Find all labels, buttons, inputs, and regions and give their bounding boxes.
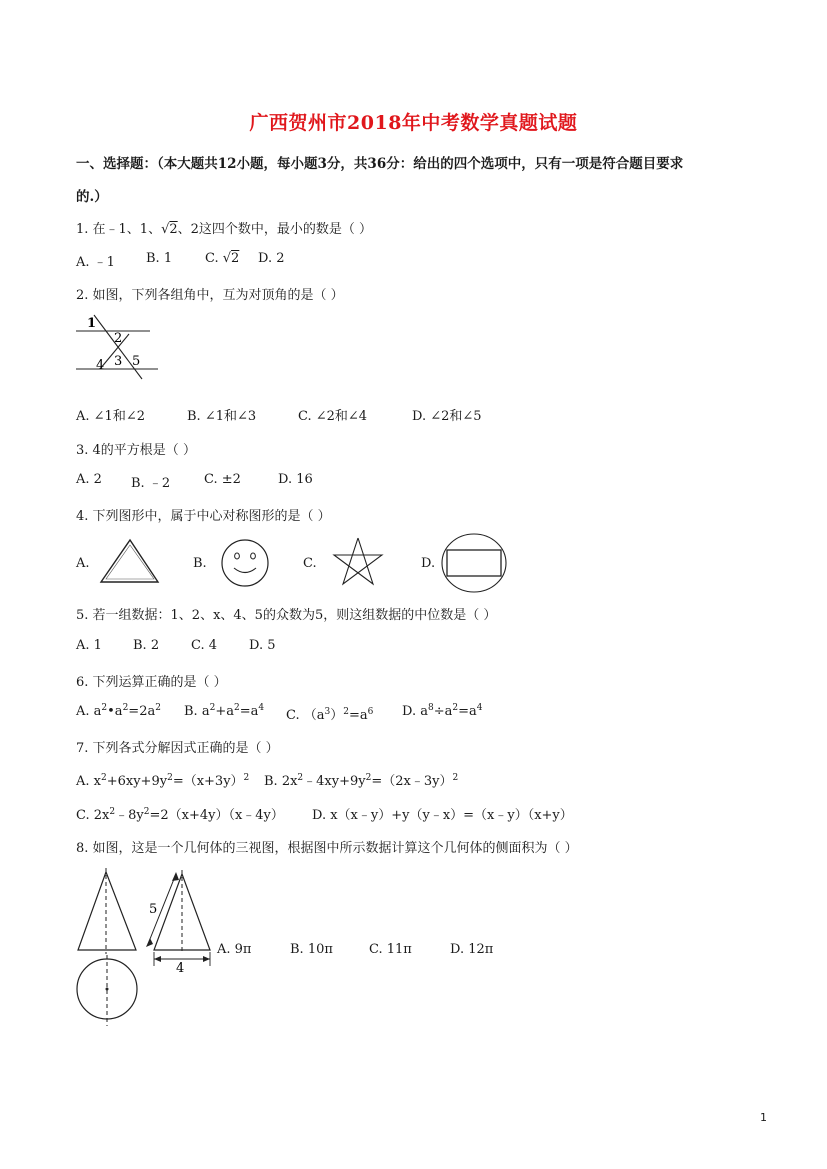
q8-label-base: 4 <box>176 961 185 976</box>
q2-label-5: 5 <box>132 354 141 369</box>
section-heading-line1: 一、选择题：（本大题共12小题，每小题3分，共36分：给出的四个选项中，只有一项是符合题目要求 <box>76 156 684 172</box>
q8-label-slant: 5 <box>149 902 158 917</box>
q8-option-d: D. 12π <box>450 942 494 957</box>
q5-option-b: B. 2 <box>133 638 160 653</box>
q2-option-d: D. ∠2和∠5 <box>412 409 482 424</box>
question-3-stem: 3. 4的平方根是（ ） <box>76 443 196 458</box>
q6-option-c: C. $(a^3)^2=a^6$ <box>286 707 374 723</box>
page-title: 广西贺州市2018年中考数学真题试题 <box>249 112 578 134</box>
question-5-stem: 5. 若一组数据：1、2、x、4、5的众数为5，则这组数据的中位数是（ ） <box>76 608 497 623</box>
q1-option-c: C. √2 <box>205 251 240 266</box>
q3-option-c: C. ±2 <box>204 472 241 487</box>
q4-option-b: B. <box>193 556 207 571</box>
q1-option-b: B. 1 <box>146 251 173 266</box>
question-2-stem: 2. 如图，下列各组角中，互为对顶角的是（ ） <box>76 288 344 303</box>
q2-option-a: A. ∠1和∠2 <box>76 409 145 424</box>
question-7-stem: 7. 下列各式分解因式正确的是（ ） <box>76 741 279 756</box>
question-6-stem: 6. 下列运算正确的是（ ） <box>76 675 227 690</box>
page-number: 1 <box>760 1111 767 1124</box>
q5-option-d: D. 5 <box>249 638 276 653</box>
q8-option-c: C. 11π <box>369 942 412 957</box>
q8-option-b: B. 10π <box>290 942 333 957</box>
q3-option-d: D. 16 <box>278 472 313 487</box>
q1-option-d: D. 2 <box>258 251 285 266</box>
section-heading-line2: 的.） <box>76 189 108 205</box>
q2-label-1: 1 <box>87 316 97 331</box>
q7-option-d: D. x（x﹣y）+y（y﹣x）=（x﹣y）（x+y） <box>312 808 573 823</box>
q5-option-c: C. 4 <box>191 638 218 653</box>
question-1-stem: 1. 在﹣1、1、√2、2这四个数中，最小的数是（ ） <box>76 222 373 237</box>
q4-option-d: D. <box>421 556 436 571</box>
q2-label-3: 3 <box>114 354 123 369</box>
q6-option-a: A. $a^2•a^2=2a^2$ <box>76 703 161 719</box>
q2-label-2: 2 <box>114 331 123 346</box>
q4-option-c: C. <box>303 556 317 571</box>
q7-option-c: C. $2x^2﹣8y^2=2(x+4y)(x﹣4y)$ <box>76 807 284 823</box>
question-8-stem: 8. 如图，这是一个几何体的三视图，根据图中所示数据计算这个几何体的侧面积为（ ） <box>76 841 578 856</box>
q7-option-a: A. $x^2+6xy+9y^2=(x+3y)^2$ <box>76 773 250 789</box>
q8-option-a: A. 9π <box>217 942 252 957</box>
smiley-face-shape <box>219 537 271 589</box>
star-shape <box>332 536 384 588</box>
sqrt-radicand: 2 <box>169 222 178 237</box>
q7-option-b: B. $2x^2﹣4xy+9y^2=(2x﹣3y)^2$ <box>264 773 459 789</box>
three-view-figure <box>72 866 222 1031</box>
q3-option-a: A. 2 <box>76 472 102 487</box>
q2-option-b: B. ∠1和∠3 <box>187 409 257 424</box>
question-4-stem: 4. 下列图形中，属于中心对称图形的是（ ） <box>76 509 331 524</box>
q1-option-a: A. ﹣1 <box>76 255 115 270</box>
q4-option-a: A. <box>76 556 90 571</box>
q2-label-4: 4 <box>96 358 105 373</box>
q3-option-b: B. ﹣2 <box>131 476 171 491</box>
circle-with-rectangle-shape <box>440 532 508 594</box>
q2-angle-figure <box>74 312 164 382</box>
triangle-shape <box>99 537 161 585</box>
q6-option-d: D. $a^8\div a^2=a^4$ <box>402 703 483 719</box>
q2-option-c: C. ∠2和∠4 <box>298 409 368 424</box>
q6-option-b: B. $a^2+a^2=a^4$ <box>184 703 265 719</box>
q5-option-a: A. 1 <box>76 638 102 653</box>
